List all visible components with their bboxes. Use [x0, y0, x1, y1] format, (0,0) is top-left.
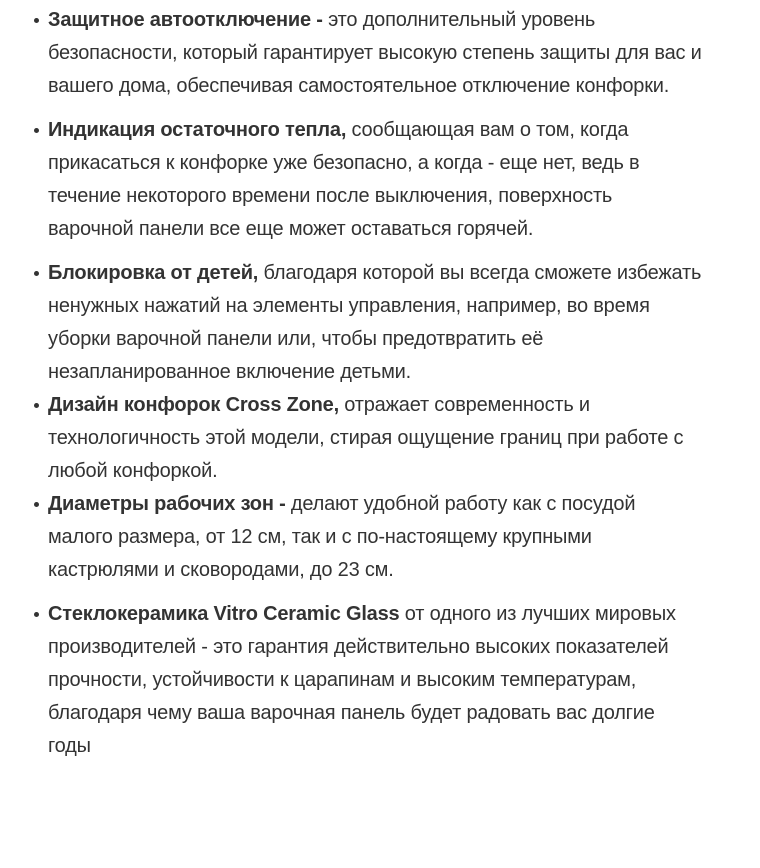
list-item — [28, 114, 702, 246]
feature-description: делают удобной работу как с посудой малого размера, от 12 см, так и с по-настоящему крупными кастрюлями и сковородами, до 23 см. — [48, 493, 636, 581]
list-item — [28, 4, 702, 103]
bullet-icon — [34, 502, 39, 507]
list-item — [28, 488, 702, 587]
bullet-icon — [34, 612, 39, 617]
feature-title: Дизайн конфорок Cross Zone, — [48, 394, 339, 416]
bullet-icon — [34, 128, 39, 133]
list-item — [28, 389, 702, 488]
list-item — [28, 598, 702, 763]
feature-description: от одного из лучших мировых производителей - это гарантия действительно высоких показателей прочности, устойчивости к царапинам и высоким температурам, благодаря чему ваша варочная панель будет радовать вас долгие годы — [48, 603, 676, 757]
feature-title: Диаметры рабочих зон - — [48, 493, 286, 515]
list-item — [28, 257, 702, 389]
feature-title: Индикация остаточного тепла, — [48, 119, 347, 141]
feature-list — [28, 4, 732, 763]
bullet-icon — [34, 18, 39, 23]
feature-description: сообщающая вам о том, когда прикасаться к конфорке уже безопасно, а когда - еще нет, ведь в течение некоторого времени после выключения, поверхность варочной панели все еще может оставаться горячей. — [48, 119, 640, 240]
feature-description: благодаря которой вы всегда сможете избежать ненужных нажатий на элементы управления, например, во время уборки варочной панели или, чтобы предотвратить её незапланированное включение детьми. — [48, 262, 702, 383]
feature-title: Блокировка от детей, — [48, 262, 259, 284]
feature-description: это дополнительный уровень безопасности, который гарантирует высокую степень защиты для вас и вашего дома, обеспечивая самостоятельное отключение конфорки. — [48, 9, 702, 97]
feature-title: Стеклокерамика Vitro Ceramic Glass — [48, 603, 400, 625]
bullet-icon — [34, 403, 39, 408]
feature-description: отражает современность и технологичность этой модели, стирая ощущение границ при работе с любой конфоркой. — [48, 394, 684, 482]
bullet-icon — [34, 271, 39, 276]
feature-title: Защитное автоотключение - — [48, 9, 323, 31]
